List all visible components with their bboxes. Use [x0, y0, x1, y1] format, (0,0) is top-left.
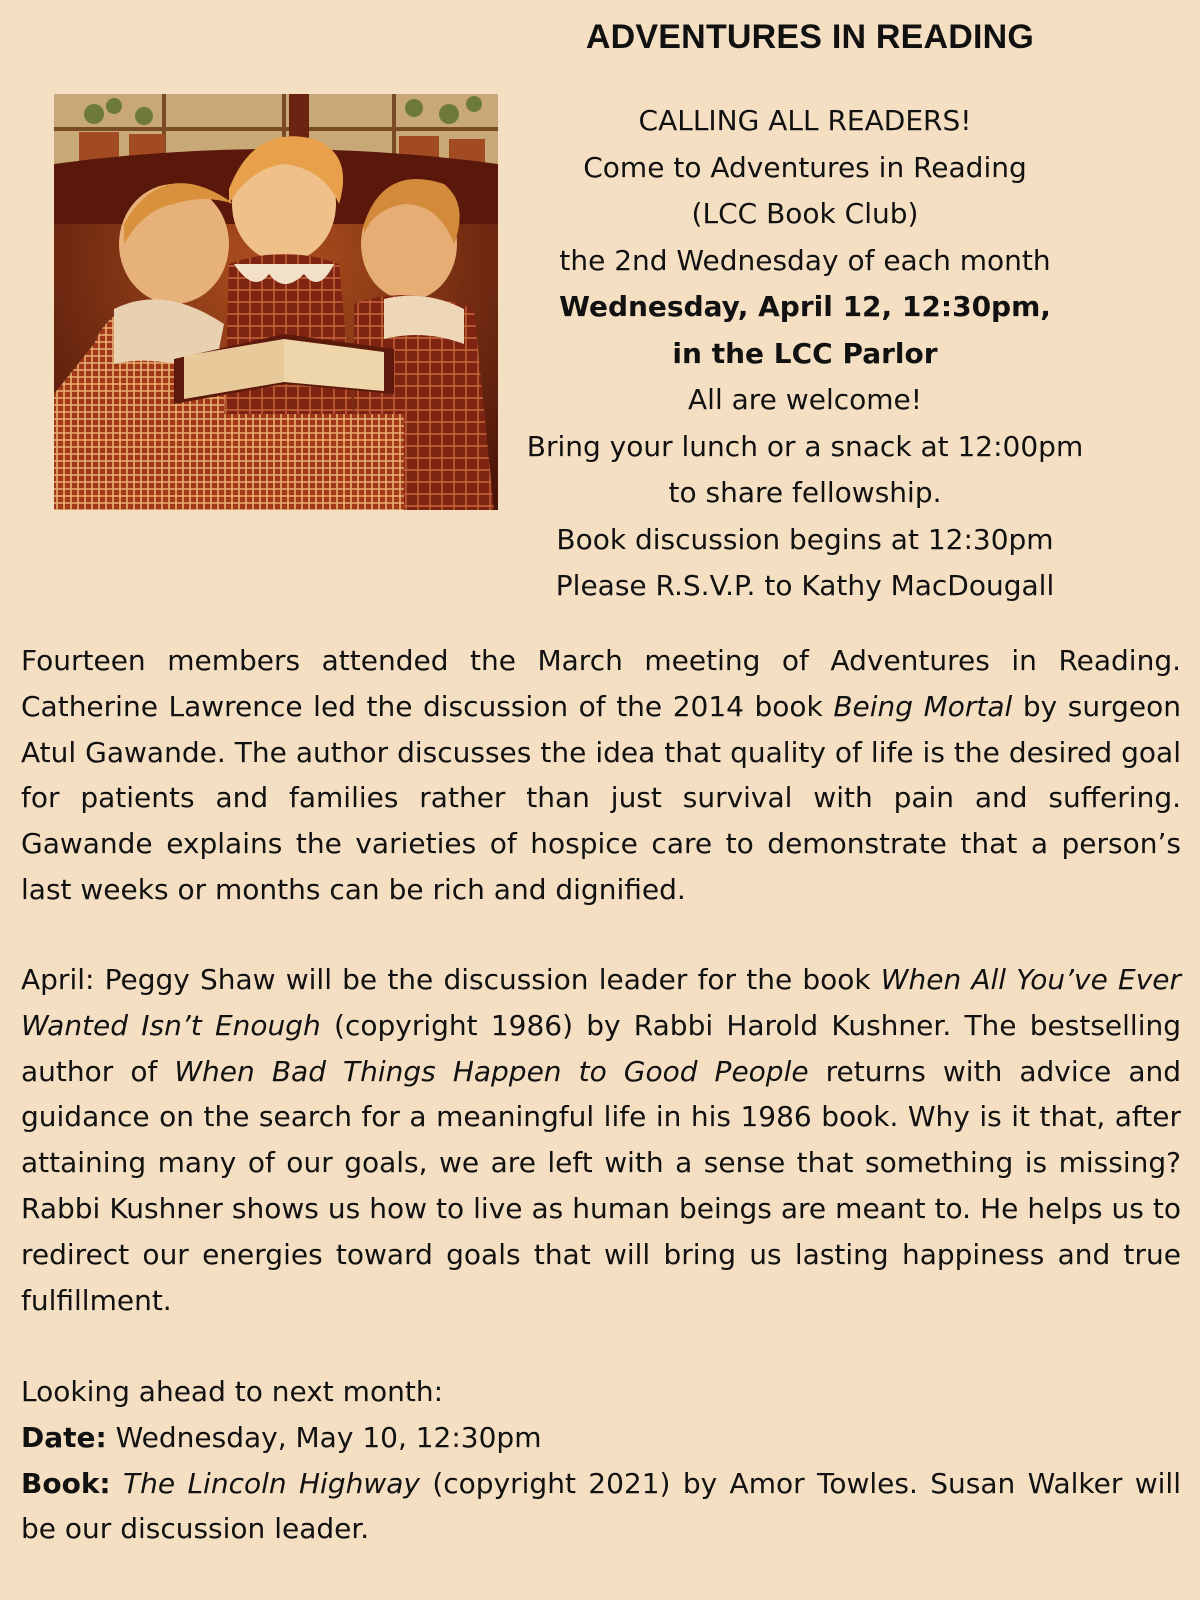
- book-title: When All You’ve Ever Wanted Isn’t Enough: [21, 963, 1182, 1042]
- book-details: (copyright 2021) by Amor Towles. Susan Walker will be our discussion leader.: [21, 1466, 1181, 1546]
- meeting-announcement: [515, 98, 1095, 610]
- date-label: Date:: [21, 1420, 107, 1454]
- paragraph-text: by surgeon Atul Gawande. The author discusses the idea that quality of life is the desired goal for patients and families rather than just survival with pain and suffering. Gawande explains the varieties of hospice care to demonstrate that a person’s last weeks or months can be rich and dignified.: [21, 689, 1182, 906]
- paragraph-text: April: Peggy Shaw will be the discussion leader for the book: [21, 963, 881, 996]
- date-value: Wednesday, May 10, 12:30pm: [106, 1420, 542, 1454]
- announcement-line: Bring your lunch or a snack at 12:00pm: [526, 429, 1084, 463]
- april-meeting-paragraph: [21, 957, 1181, 1323]
- paragraph-text: (copyright 1986) by Rabbi Harold Kushner. The bestselling author of: [21, 1008, 1181, 1088]
- announcement-line: Come to Adventures in Reading: [583, 150, 1027, 184]
- next-month-book: [21, 1461, 1181, 1553]
- meeting-location: in the LCC Parlor: [672, 336, 938, 370]
- announcement-line: (LCC Book Club): [691, 197, 919, 230]
- next-month-intro: Looking ahead to next month:: [21, 1375, 443, 1408]
- page-title: ADVENTURES IN READING: [585, 18, 1035, 56]
- meeting-date: Wednesday, April 12, 12:30pm,: [559, 290, 1051, 323]
- next-month-date: [21, 1415, 1181, 1461]
- announcement-line: the 2nd Wednesday of each month: [559, 243, 1051, 277]
- children-reading-painting: [54, 94, 498, 510]
- announcement-line: to share fellowship.: [668, 476, 942, 509]
- book-title: The Lincoln Highway: [123, 1466, 420, 1500]
- march-meeting-paragraph: [21, 638, 1181, 913]
- announcement-line: CALLING ALL READERS!: [638, 104, 972, 137]
- paragraph-text: returns with advice and guidance on the search for a meaningful life in his 1986 book. Why is it that, after attaining many of our goals, we are left with a sense that something is missing? Rabbi Kushner shows us how to live as human beings are meant to. He helps us to redirect our energies toward goals that will bring us lasting happiness and true fulfillment.: [21, 1054, 1182, 1317]
- book-title: When Bad Things Happen to Good People: [174, 1054, 809, 1088]
- painting-image: [54, 94, 498, 510]
- book-title: Being Mortal: [833, 689, 1013, 723]
- next-month-section: [21, 1369, 1181, 1552]
- rsvp-line: Please R.S.V.P. to Kathy MacDougall: [555, 569, 1055, 602]
- announcement-line: Book discussion begins at 12:30pm: [556, 522, 1054, 556]
- paragraph-text: Fourteen members attended the March meeting of Adventures in Reading. Catherine Lawrence led the discussion of the 2014 book: [21, 644, 1181, 723]
- book-label: Book:: [21, 1466, 111, 1500]
- announcement-line: All are welcome!: [688, 383, 922, 416]
